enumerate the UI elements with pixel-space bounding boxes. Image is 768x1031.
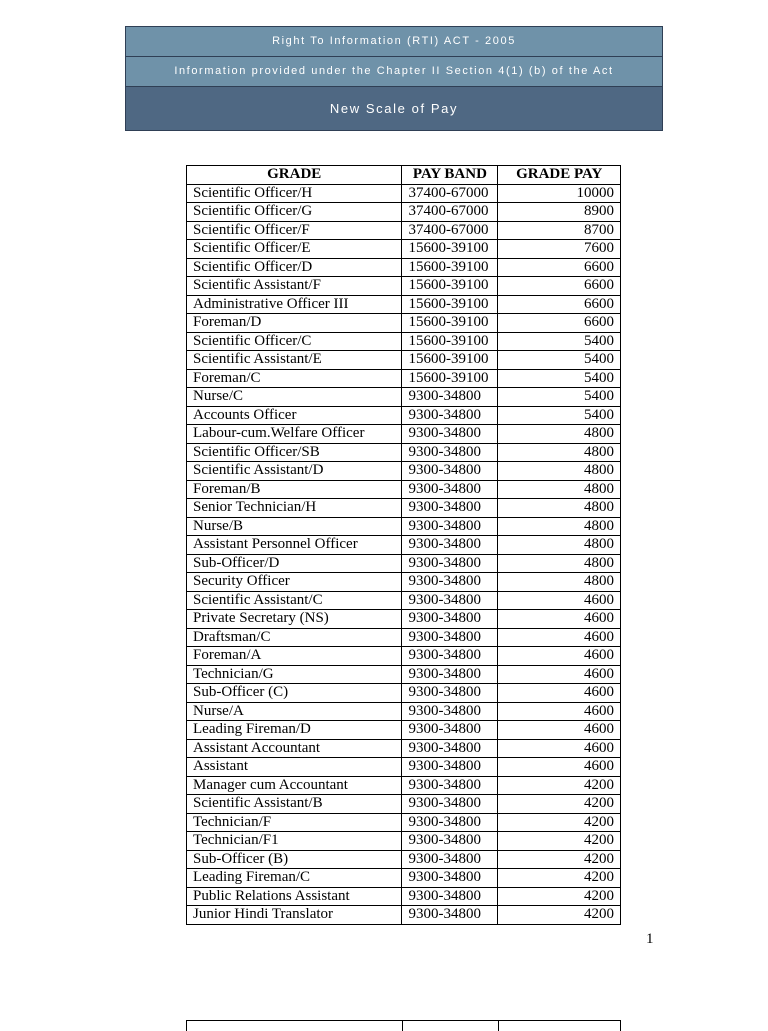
table-row [187, 369, 621, 388]
cell-grade: Scientific Officer/H [187, 184, 402, 203]
cell-grade-pay: 5400 [498, 332, 621, 351]
table-row [187, 536, 621, 555]
cell-pay-band: 9300-34800 [402, 517, 498, 536]
cell-grade: Assistant [187, 758, 402, 777]
cell-grade-pay: 4600 [498, 739, 621, 758]
cell-grade-pay: 4600 [498, 665, 621, 684]
table-row [187, 739, 621, 758]
rti-header-box [125, 26, 663, 131]
cell-pay-band: 15600-39100 [402, 314, 498, 333]
cell-grade-pay: 4800 [498, 462, 621, 481]
cell-pay-band: 9300-34800 [402, 758, 498, 777]
cell-pay-band: 9300-34800 [402, 443, 498, 462]
cell-grade-pay: 4800 [498, 517, 621, 536]
cell-grade-pay: 4800 [498, 573, 621, 592]
cell-grade-pay: 4800 [498, 536, 621, 555]
table-row [187, 332, 621, 351]
cell-pay-band: 9300-34800 [402, 554, 498, 573]
cell-grade: Leading Fireman/D [187, 721, 402, 740]
cell-grade: Leading Fireman/C [187, 869, 402, 888]
cell-pay-band: 9300-34800 [402, 665, 498, 684]
table-header-row [187, 166, 621, 185]
cell-grade: Scientific Officer/G [187, 203, 402, 222]
cell-grade: Scientific Officer/C [187, 332, 402, 351]
header-section-reference: Information provided under the Chapter II Section 4(1) (b) of the Act [126, 57, 662, 87]
cell-grade: Draftsman/C [187, 628, 402, 647]
cell-pay-band: 9300-34800 [402, 832, 498, 851]
cell-pay-band: 15600-39100 [402, 351, 498, 370]
cell-grade: Scientific Assistant/C [187, 591, 402, 610]
cell-pay-band: 15600-39100 [402, 332, 498, 351]
table-row [187, 517, 621, 536]
cell-grade-pay: 4800 [498, 499, 621, 518]
table-row [187, 591, 621, 610]
column-header-grade: GRADE [187, 166, 402, 185]
cell-pay-band: 9300-34800 [402, 647, 498, 666]
table-row [187, 184, 621, 203]
cell-pay-band: 15600-39100 [402, 277, 498, 296]
table-row [187, 406, 621, 425]
cell-grade-pay: 8900 [498, 203, 621, 222]
cell-pay-band: 9300-34800 [402, 887, 498, 906]
cell-grade: Foreman/C [187, 369, 402, 388]
cell-pay-band: 9300-34800 [402, 813, 498, 832]
table-row [187, 258, 621, 277]
cell-grade: Scientific Assistant/E [187, 351, 402, 370]
cell-grade-pay: 4600 [498, 684, 621, 703]
cell-grade: Manager cum Accountant [187, 776, 402, 795]
cell-grade-pay: 5400 [498, 388, 621, 407]
cell-pay-band: 15600-39100 [402, 295, 498, 314]
table-row [187, 869, 621, 888]
cell-pay-band: 9300-34800 [402, 721, 498, 740]
next-page-table-edge [186, 1020, 621, 1031]
cell-grade: Sub-Officer (B) [187, 850, 402, 869]
cell-grade: Scientific Assistant/B [187, 795, 402, 814]
cell-grade-pay: 4200 [498, 776, 621, 795]
cell-grade-pay: 4200 [498, 906, 621, 925]
cell-grade: Technician/F [187, 813, 402, 832]
cell-grade: Scientific Officer/F [187, 221, 402, 240]
cell-grade-pay: 4200 [498, 887, 621, 906]
cell-grade: Administrative Officer III [187, 295, 402, 314]
table-row [187, 628, 621, 647]
cell-grade: Assistant Personnel Officer [187, 536, 402, 555]
table-row [187, 221, 621, 240]
cell-pay-band: 9300-34800 [402, 739, 498, 758]
cell-pay-band: 9300-34800 [402, 628, 498, 647]
cell-grade: Security Officer [187, 573, 402, 592]
header-act-title: Right To Information (RTI) ACT - 2005 [126, 27, 662, 57]
table-row [187, 499, 621, 518]
cell-pay-band: 15600-39100 [402, 258, 498, 277]
cell-pay-band: 9300-34800 [402, 573, 498, 592]
cell-grade: Public Relations Assistant [187, 887, 402, 906]
cell-grade-pay: 4800 [498, 554, 621, 573]
cell-pay-band: 15600-39100 [402, 369, 498, 388]
cell-grade-pay: 4600 [498, 758, 621, 777]
cell-grade: Foreman/A [187, 647, 402, 666]
cell-pay-band: 37400-67000 [402, 184, 498, 203]
cell-grade-pay: 6600 [498, 277, 621, 296]
cell-grade-pay: 10000 [498, 184, 621, 203]
cell-pay-band: 9300-34800 [402, 462, 498, 481]
table-row [187, 573, 621, 592]
cell-grade: Senior Technician/H [187, 499, 402, 518]
cell-grade-pay: 4200 [498, 869, 621, 888]
table-row [187, 776, 621, 795]
table-row [187, 314, 621, 333]
cell-pay-band: 15600-39100 [402, 240, 498, 259]
cell-pay-band: 9300-34800 [402, 684, 498, 703]
cell-grade-pay: 4200 [498, 813, 621, 832]
table-row [187, 647, 621, 666]
cell-grade: Sub-Officer/D [187, 554, 402, 573]
table-row [187, 850, 621, 869]
cell-grade-pay: 6600 [498, 314, 621, 333]
cell-pay-band: 37400-67000 [402, 203, 498, 222]
cell-grade: Nurse/A [187, 702, 402, 721]
cell-grade-pay: 4800 [498, 425, 621, 444]
cell-grade: Scientific Officer/E [187, 240, 402, 259]
table-row [187, 443, 621, 462]
table-row [187, 462, 621, 481]
cell-grade: Private Secretary (NS) [187, 610, 402, 629]
cell-grade-pay: 4600 [498, 647, 621, 666]
cell-grade: Foreman/B [187, 480, 402, 499]
table-row [187, 203, 621, 222]
table-row [187, 832, 621, 851]
cell-pay-band: 9300-34800 [402, 406, 498, 425]
column-header-pay-band: PAY BAND [402, 166, 498, 185]
table-row [187, 554, 621, 573]
cell-pay-band: 9300-34800 [402, 610, 498, 629]
cell-grade-pay: 4200 [498, 795, 621, 814]
cell-grade-pay: 4800 [498, 480, 621, 499]
cell-pay-band: 37400-67000 [402, 221, 498, 240]
cell-grade-pay: 6600 [498, 258, 621, 277]
cell-pay-band: 9300-34800 [402, 869, 498, 888]
table-row [187, 388, 621, 407]
cell-grade-pay: 6600 [498, 295, 621, 314]
cell-grade-pay: 7600 [498, 240, 621, 259]
cell-pay-band: 9300-34800 [402, 776, 498, 795]
table-row [187, 702, 621, 721]
cell-grade-pay: 4600 [498, 721, 621, 740]
cell-grade: Scientific Officer/SB [187, 443, 402, 462]
table-row [187, 887, 621, 906]
cell-grade: Nurse/C [187, 388, 402, 407]
cell-pay-band: 9300-34800 [402, 499, 498, 518]
table-row [187, 813, 621, 832]
table-row [187, 480, 621, 499]
cell-pay-band: 9300-34800 [402, 850, 498, 869]
table-row [187, 665, 621, 684]
cell-grade: Technician/F1 [187, 832, 402, 851]
table-row [187, 240, 621, 259]
cell-grade-pay: 5400 [498, 351, 621, 370]
header-page-title: New Scale of Pay [126, 87, 662, 130]
cell-grade-pay: 5400 [498, 369, 621, 388]
cell-grade: Scientific Assistant/F [187, 277, 402, 296]
cell-grade: Accounts Officer [187, 406, 402, 425]
cell-pay-band: 9300-34800 [402, 591, 498, 610]
cell-grade: Labour-cum.Welfare Officer [187, 425, 402, 444]
cell-grade: Foreman/D [187, 314, 402, 333]
table-row [187, 295, 621, 314]
cell-grade-pay: 8700 [498, 221, 621, 240]
table-row [187, 906, 621, 925]
table-row [187, 610, 621, 629]
table-row [187, 721, 621, 740]
cell-pay-band: 9300-34800 [402, 480, 498, 499]
table-row [187, 351, 621, 370]
cell-grade-pay: 4600 [498, 610, 621, 629]
pay-scale-table [186, 165, 621, 925]
cell-grade-pay: 4200 [498, 832, 621, 851]
table-row [187, 277, 621, 296]
cell-grade: Junior Hindi Translator [187, 906, 402, 925]
table-row [187, 425, 621, 444]
cell-grade: Scientific Assistant/D [187, 462, 402, 481]
cell-grade: Scientific Officer/D [187, 258, 402, 277]
cell-pay-band: 9300-34800 [402, 906, 498, 925]
cell-grade-pay: 4800 [498, 443, 621, 462]
table-row [187, 758, 621, 777]
cell-grade-pay: 4600 [498, 702, 621, 721]
page-number: 1 [646, 931, 654, 947]
cell-grade: Nurse/B [187, 517, 402, 536]
cell-grade-pay: 4600 [498, 628, 621, 647]
cell-pay-band: 9300-34800 [402, 425, 498, 444]
cell-pay-band: 9300-34800 [402, 795, 498, 814]
cell-pay-band: 9300-34800 [402, 702, 498, 721]
table-row [187, 684, 621, 703]
column-header-grade-pay: GRADE PAY [498, 166, 621, 185]
cell-grade: Sub-Officer (C) [187, 684, 402, 703]
table-row [187, 795, 621, 814]
cell-grade-pay: 5400 [498, 406, 621, 425]
cell-grade: Assistant Accountant [187, 739, 402, 758]
cell-grade-pay: 4600 [498, 591, 621, 610]
cell-grade-pay: 4200 [498, 850, 621, 869]
cell-pay-band: 9300-34800 [402, 536, 498, 555]
cell-pay-band: 9300-34800 [402, 388, 498, 407]
cell-grade: Technician/G [187, 665, 402, 684]
